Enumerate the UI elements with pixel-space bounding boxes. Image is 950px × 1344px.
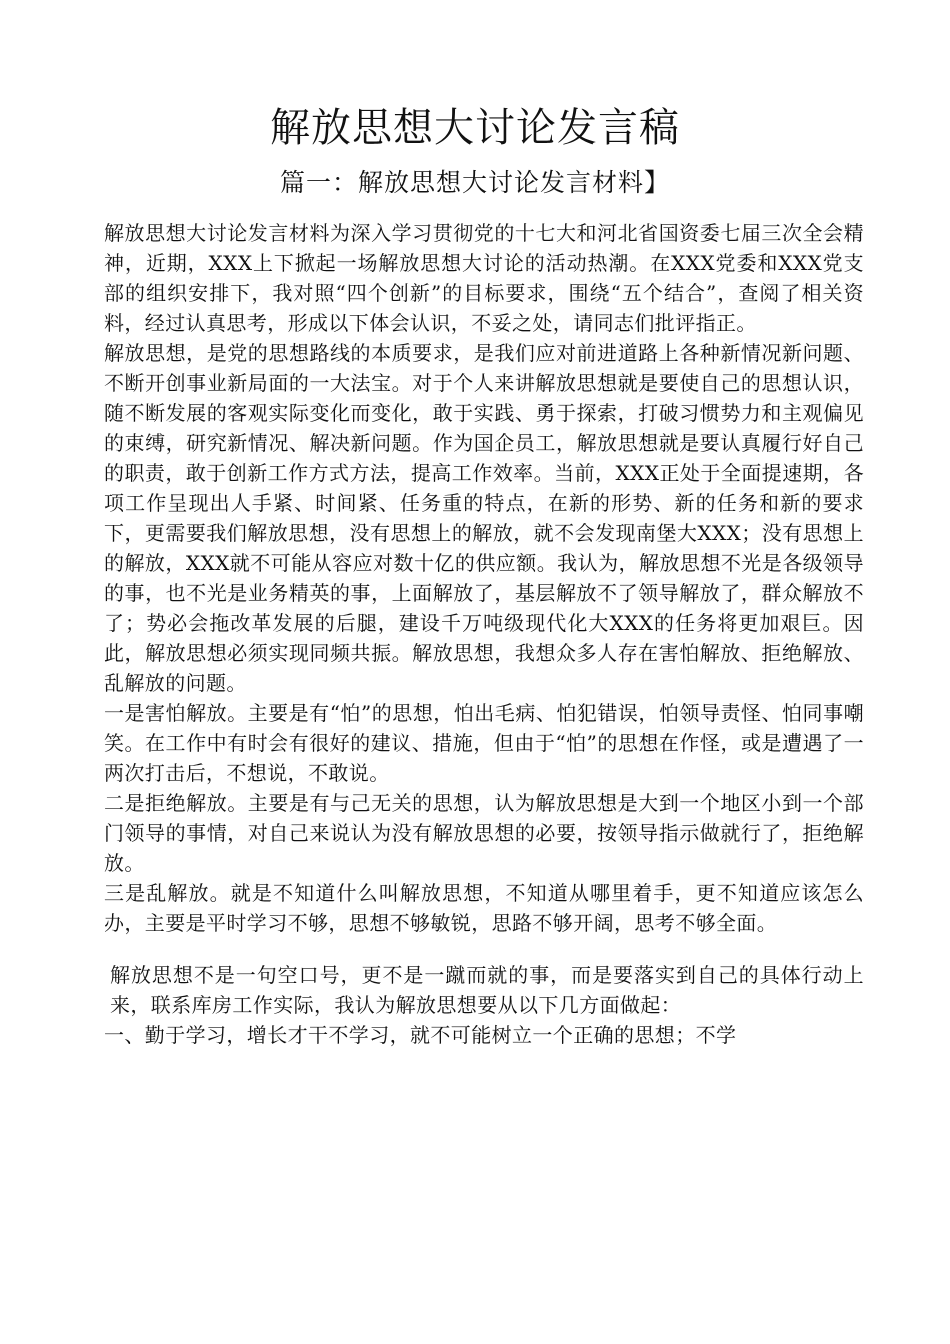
paragraph-intro: 解放思想大讨论发言材料为深入学习贯彻党的十七大和河北省国资委七届三次全会精神，近期，XXX上下掀起一场解放思想大讨论的活动热潮。在XXX党委和XXX党支部的组织安排下，我对照“四个创新”的目标要求，围绕“五个结合”，查阅了相关资料，经过认真思考，形成以下体会认识，不妥之处，请同志们批评指正。 — [104, 221, 864, 335]
paragraph-section-one: 一、勤于学习，增长才干不学习，就不可能树立一个正确的思想；不学 — [104, 1023, 737, 1047]
paragraph-point-three: 三是乱解放。就是不知道什么叫解放思想，不知道从哪里着手，更不知道应该怎么办，主要是平时学习不够，思想不够敏锐，思路不够开阔，思考不够全面。 — [104, 881, 864, 935]
document-body — [104, 218, 864, 1050]
paragraph-main: 解放思想，是党的思想路线的本质要求，是我们应对前进道路上各种新情况新问题、不断开创事业新局面的一大法宝。对于个人来讲解放思想就是要使自己的思想认识，随不断发展的客观实际变化而变化，敢于实践、勇于探索，打破习惯势力和主观偏见的束缚，研究新情况、解决新问题。作为国企员工，解放思想就是要认真履行好自己的职责，敢于创新工作方式方法，提高工作效率。当前，XXX正处于全面提速期，各项工作呈现出人手紧、时间紧、任务重的特点，在新的形势、新的任务和新的要求下，更需要我们解放思想，没有思想上的解放，就不会发现南堡大XXX；没有思想上的解放，XXX就不可能从容应对数十亿的供应额。我认为，解放思想不光是各级领导的事，也不光是业务精英的事，上面解放了，基层解放不了领导解放了，群众解放不了；势必会拖改革发展的后腿，建设千万吨级现代化大XXX的任务将更加艰巨。因此，解放思想必须实现同频共振。解放思想，我想众多人存在害怕解放、拒绝解放、乱解放的问题。 — [104, 341, 864, 695]
document-title: 解放思想大讨论发言稿 — [270, 105, 680, 151]
paragraph-point-one: 一是害怕解放。主要是有“怕”的思想，怕出毛病、怕犯错误，怕领导责怪、怕同事嘲笑。在工作中有时会有很好的建议、措施，但由于“怕”的思想在作怪，或是遭遇了一两次打击后，不想说，不敢说。 — [104, 701, 864, 785]
document-subtitle: 篇一：解放思想大讨论发言材料】 — [279, 168, 670, 197]
paragraph-point-two: 二是拒绝解放。主要是有与己无关的思想，认为解放思想是大到一个地区小到一个部门领导的事情，对自己来说认为没有解放思想的必要，按领导指示做就行了，拒绝解放。 — [104, 791, 864, 875]
paragraph-continuation: 解放思想不是一句空口号，更不是一蹴而就的事，而是要落实到自己的具体行动上来，联系库房工作实际，我认为解放思想要从以下几方面做起： — [110, 963, 864, 1017]
paragraph-gap — [104, 938, 864, 960]
